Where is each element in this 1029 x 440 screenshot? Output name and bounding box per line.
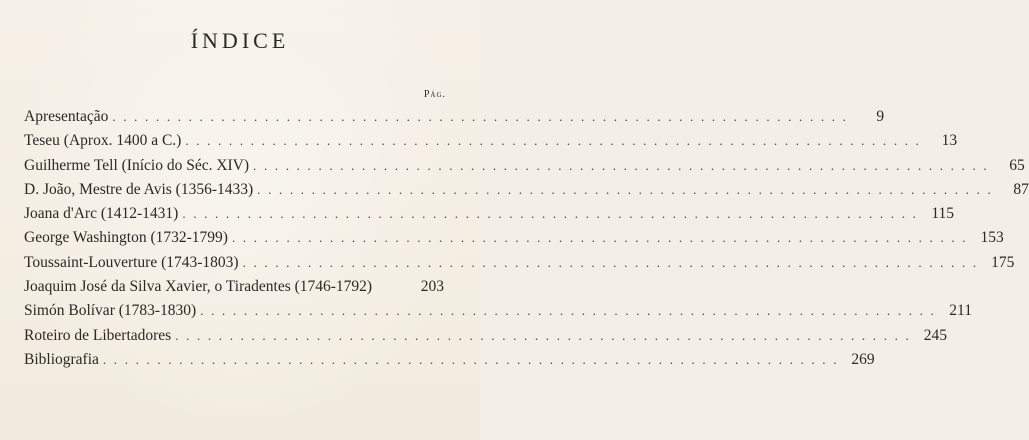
toc-entry-joana-darc	[24, 205, 955, 229]
toc-entry-teseu	[24, 132, 958, 156]
toc-entry-title: Teseu (Aprox. 1400 a C.)	[24, 132, 182, 150]
toc-entry-page: 115	[931, 205, 955, 223]
toc-entry-bibliografia	[24, 350, 875, 375]
toc-entry-title: Toussaint-Louverture (1743-1803)	[24, 253, 239, 271]
toc-entry-page: 65	[1009, 156, 1025, 174]
dot-leader: . . . . . . . . . . . . . . . . . . . . . . . . . . . . . . . . . . . . . . . . . . . . . . . . . . . . . . . . . . . . . . . . . . . .	[257, 181, 993, 197]
toc-entry-page: 269	[851, 350, 875, 368]
toc-entry-title: Simón Bolívar (1783-1830)	[24, 302, 197, 320]
toc-entry-title: Bibliografia	[24, 350, 99, 368]
page-title: ÍNDICE	[190, 28, 290, 53]
toc-entry-page: 153	[980, 229, 1004, 247]
toc-entry-page: 13	[941, 132, 958, 150]
page-column-header: Pág.	[423, 89, 446, 100]
toc-entry-page: 211	[949, 302, 972, 320]
toc-entry-page: 203	[420, 278, 444, 296]
toc-entry-title: Guilherme Tell (Início do Séc. XIV)	[24, 156, 250, 174]
toc-entry-toussaint-louverture	[24, 253, 1015, 278]
toc-entry-page: 87	[1013, 180, 1029, 198]
toc-entry-george-washington	[24, 229, 1004, 253]
toc-entry-page: 175	[991, 253, 1015, 271]
dot-leader: . . . . . . . . . . . . . . . . . . . . . . . . . . . . . . . . . . . . . . . . . . . . . . . . . . . . . . . . . . . . . . . . . . . .	[231, 230, 968, 246]
toc-entry-page: 9	[876, 108, 885, 125]
toc-entry-apresentacao	[24, 108, 885, 132]
toc-entry-d-joao	[24, 180, 1029, 205]
dot-leader: . . . . . . . . . . . . . . . . . . . . . . . . . . . . . . . . . . . . . . . . . . . . . . . . . . . . . . . . . . . . . . . . . . . .	[242, 254, 979, 270]
dot-leader: . . . . . . . . . . . . . . . . . . . . . . . . . . . . . . . . . . . . . . . . . . . . . . . . . . . . . . . . . . . . . . . . . . . .	[175, 327, 911, 343]
table-of-contents	[24, 108, 1029, 375]
dot-leader: . . . . . . . . . . . . . . . . . . . . . . . . . . . . . . . . . . . . . . . . . . . . . . . . . . . . . . . . . . . . . . . . . . . .	[102, 351, 839, 367]
toc-entry-title: George Washington (1732-1799)	[24, 229, 228, 247]
dot-leader: . . . . . . . . . . . . . . . . . . . . . . . . . . . . . . . . . . . . . . . . . . . . . . . . . . . . . . . . . . . . . . . . . . . .	[253, 157, 989, 173]
toc-entry-page: 245	[923, 326, 947, 344]
dot-leader: . . . . . . . . . . . . . . . . . . . . . . . . . . . . . . . . . . . . . . . . . . . . . . . . . . . . . . . . . . . . . . . . . . . .	[182, 206, 919, 222]
toc-entry-title: Roteiro de Libertadores	[24, 326, 172, 344]
toc-entry-tiradentes	[24, 278, 444, 302]
dot-leader: . . . . . . . . . . . . . . . . . . . . . . . . . . . . . . . . . . . . . . . . . . . . . . . . . . . . . . . . . . . . . . . . . . . .	[200, 303, 936, 319]
toc-entry-roteiro-de-libertadores	[24, 326, 947, 351]
toc-entry-title: Apresentação	[24, 108, 109, 125]
toc-entry-title: Joaquim José da Silva Xavier, o Tiradentes (1746-1792)	[24, 278, 373, 296]
toc-entry-title: D. João, Mestre de Avis (1356-1433)	[24, 180, 254, 198]
dot-leader: . . . . . . . . . . . . . . . . . . . . . . . . . . . . . . . . . . . . . . . . . . . . . . . . . . . . . . . . . . . . . . . . . . . .	[185, 133, 922, 149]
dot-leader: . . . . . . . . . . . . . . . . . . . . . . . . . . . . . . . . . . . . . . . . . . . . . . . . . . . . . . . . . . . . . . . . . . . .	[112, 109, 849, 124]
toc-entry-title: Joana d'Arc (1412-1431)	[24, 205, 179, 223]
toc-entry-simon-bolivar	[24, 302, 972, 326]
toc-entry-guilherme-tell	[24, 156, 1025, 181]
